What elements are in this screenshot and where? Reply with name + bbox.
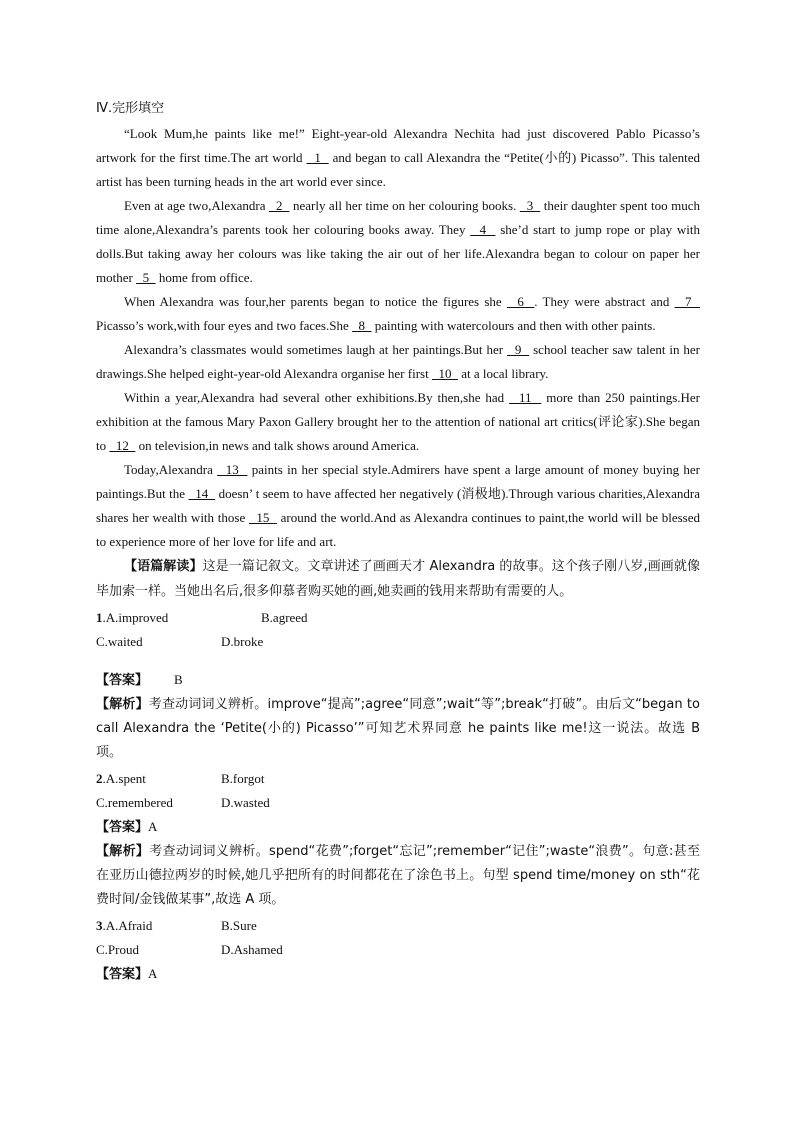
cloze-passage [96,122,700,554]
passage-text: . They were abstract and [534,294,675,309]
cloze-blank[interactable]: 14 [188,486,216,501]
passage-paragraph [96,386,700,458]
passage-text: on television,in news and talk shows around America. [135,438,420,453]
option-d[interactable]: D.broke [221,634,264,649]
cloze-blank[interactable]: 10 [431,366,458,381]
passage-text: Within a year,Alexandra had several other exhibitions.By then,she had [124,390,510,405]
passage-text: Even at age two,Alexandra [124,198,269,213]
passage-paragraph [96,458,700,554]
passage-text: Picasso’s work,with four eyes and two faces.She [96,318,352,333]
cloze-blank[interactable]: 3 [519,198,541,213]
question-2 [96,767,700,912]
passage-paragraph [96,338,700,386]
option-a[interactable]: 2.A.spent [96,771,146,786]
passage-text: Today,Alexandra [124,462,218,477]
cloze-blank[interactable]: 2 [269,198,290,213]
passage-paragraph [96,290,700,338]
option-b[interactable]: B.Sure [221,918,257,933]
cloze-blank[interactable]: 11 [509,390,542,405]
passage-text: more than 250 paintings.Her exhibition at the famous Mary Paxon Gallery brought her to the attention of national art critics(评论家).She began to [96,390,700,453]
passage-text: home from office. [155,270,253,285]
cloze-blank[interactable]: 15 [248,510,277,525]
passage-text: school teacher saw talent in her drawings.She helped eight-year-old Alexandra organise her first [96,342,701,381]
passage-paragraph [96,122,700,194]
option-d[interactable]: D.wasted [221,795,270,810]
cloze-blank[interactable]: 5 [136,270,156,285]
cloze-blank[interactable]: 8 [351,318,372,333]
option-c[interactable]: C.Proud [96,942,139,957]
explanation: 【解析】考查动词词义辨析。improve“提高”;agree“同意”;wait“等”;break“打破”。由后文“began to call Alexandra the ‘Petite(小的) Picasso’”可知艺术界同意 he paints like me!这一说法。故选 B 项。 [96,697,700,760]
option-d[interactable]: D.Ashamed [221,942,283,957]
answer: 【答案】A [96,966,158,982]
reading-note [96,554,700,604]
question-3 [96,914,700,987]
cloze-blank[interactable]: 6 [506,294,535,309]
question-1 [96,606,700,765]
option-a[interactable]: 3.A.Afraid [96,918,153,933]
option-b[interactable]: B.forgot [221,771,265,786]
passage-text: their daughter spent too much time alone,Alexandra’s parents took her colouring books away. They [96,198,700,237]
cloze-blank[interactable]: 13 [217,462,248,477]
option-c[interactable]: C.remembered [96,795,173,810]
cloze-blank[interactable]: 4 [470,222,496,237]
passage-text: at a local library. [457,366,549,381]
explanation: 【解析】考查动词词义辨析。spend“花费”;forget“忘记”;remember“记住”;waste“浪费”。句意:甚至在亚历山德拉两岁的时候,她几乎把所有的时间都花在了涂色书上。句型 spend time/money on sth“花费时间/金钱做某事”,故选 A 项。 [96,844,700,907]
option-a[interactable]: 1.A.improved [96,610,169,625]
cloze-blank[interactable]: 1 [306,150,329,165]
cloze-blank[interactable]: 9 [507,342,530,357]
passage-text: doesn’ t seem to have affected her negatively (消极地).Through various charities,Alexandra shares her wealth with those [96,486,700,525]
option-c[interactable]: C.waited [96,634,143,649]
passage-text: she’d start to jump rope or play with dolls.But taking away her colours was like taking the air out of her life.Alexandra began to colour on paper her mother [96,222,700,285]
section-title: Ⅳ.完形填空 [96,101,165,116]
passage-text: painting with watercolours and then with other paints. [371,318,656,333]
passage-paragraph [96,194,700,290]
reading-note-tag: 【语篇解读】 [124,559,203,574]
passage-text: nearly all her time on her colouring books. [289,198,520,213]
passage-text: and began to call Alexandra the “Petite(小的) Picasso”. This talented artist has been turning heads in the art world ever since. [96,150,701,189]
passage-text: “Look Mum,he paints like me!” Eight-year-old Alexandra Nechita had just discovered Pablo Picasso’s artwork for the first time.The art world [96,126,700,165]
reading-note-text: 这是一篇记叙文。文章讲述了画画天才 Alexandra 的故事。这个孩子刚八岁,画画就像毕加索一样。当她出名后,很多仰慕者购买她的画,她卖画的钱用来帮助有需要的人。 [96,559,700,599]
cloze-blank[interactable]: 7 [674,294,701,309]
passage-text: When Alexandra was four,her parents began to notice the figures she [124,294,507,309]
answer: 【答案】A [96,819,158,835]
passage-text: paints in her special style.Admirers have spent a large amount of money buying her paintings.But the [96,462,701,501]
option-b[interactable]: B.agreed [261,610,308,625]
document-page [96,98,700,987]
answer: 【答案】 B [96,672,183,688]
cloze-blank[interactable]: 12 [109,438,136,453]
passage-text: around the world.And as Alexandra continues to paint,the world will be blessed to experience more of her love for life and art. [96,510,701,549]
passage-text: Alexandra’s classmates would sometimes laugh at her paintings.But her [124,342,507,357]
